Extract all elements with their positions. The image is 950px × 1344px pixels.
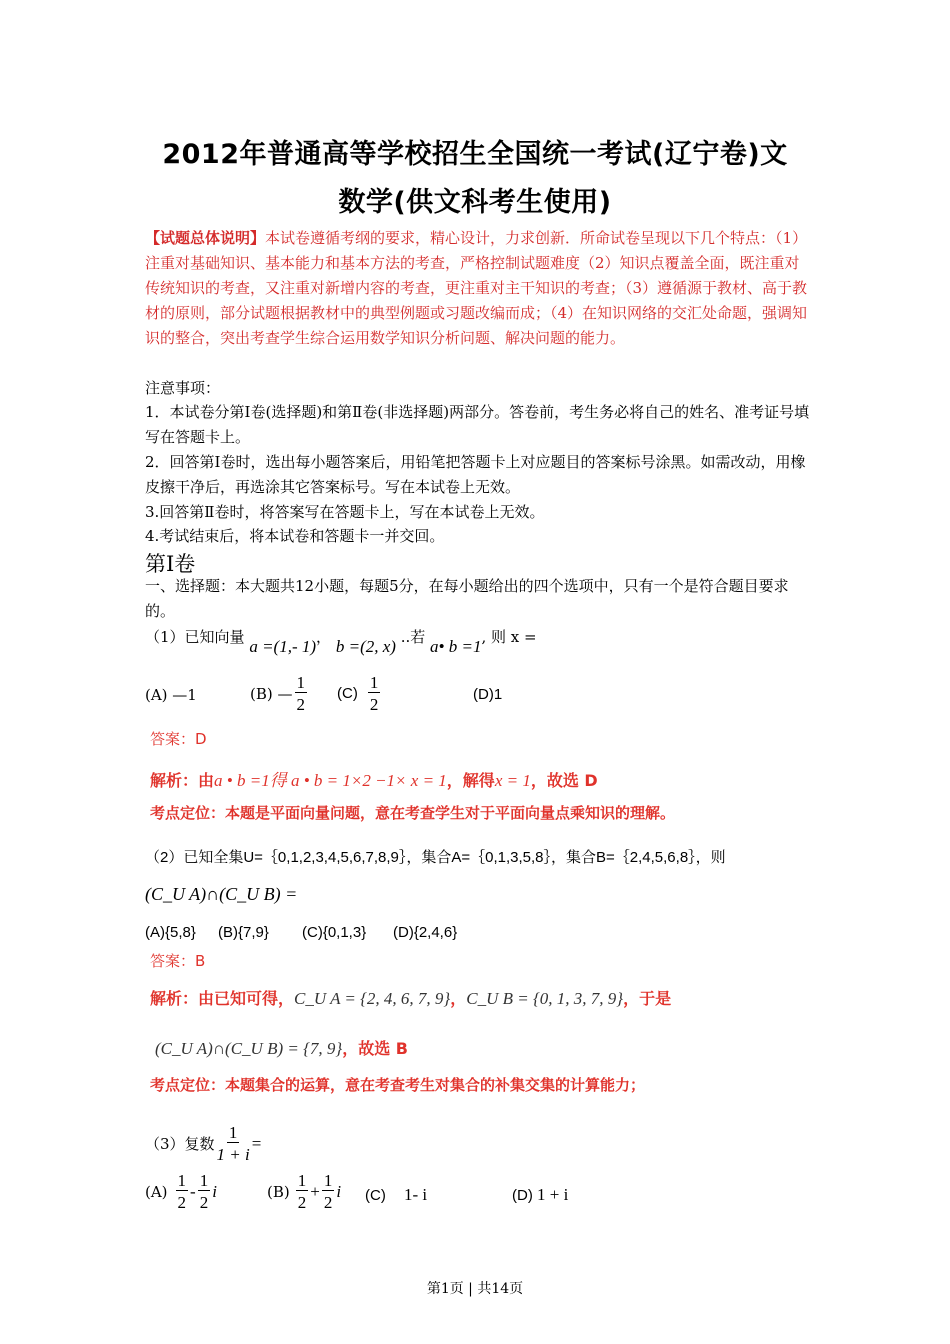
q2-result-tail: ，故选 B: [342, 1039, 408, 1058]
q2-point: [150, 1074, 645, 1095]
q1-option-c: [337, 674, 382, 713]
q1-analysis-label: 解析：由: [150, 771, 215, 790]
frac-denominator: 2: [297, 1193, 307, 1212]
q1-analysis-math: a • b =1得 a • b = 1×2 −1× x = 1: [214, 771, 447, 790]
overview-paragraph: [145, 226, 810, 351]
q2-option-a: (A){5,8}: [145, 924, 196, 941]
q3-b-frac-2: [322, 1172, 335, 1211]
q1-option-d: (D)1: [473, 686, 503, 703]
q2-set1: C_U A = {2, 4, 6, 7, 9}: [294, 989, 451, 1008]
notice-item-1: 1．本试卷分第Ⅰ卷(选择题)和第Ⅱ卷(非选择题)两部分。答卷前，考生务必将自己的姓名、准考证号填写在答题卡上。: [145, 403, 810, 446]
q1-vector-a: a =(1,- 1): [249, 637, 317, 656]
q3-option-d: [512, 1185, 568, 1205]
frac-denominator: 2: [199, 1193, 209, 1212]
frac-denominator: 2: [323, 1193, 333, 1212]
q1-option-c-fraction: [368, 674, 381, 713]
q3-stem-text: （3）复数: [145, 1135, 215, 1153]
q1-analysis-x: x = 1: [494, 771, 531, 790]
frac-denominator: 2: [177, 1193, 187, 1212]
q3-option-d-label: (D): [512, 1187, 533, 1204]
frac-numerator: 1: [369, 673, 379, 692]
q3-option-c-label: (C): [365, 1187, 386, 1204]
section-title: 第Ⅰ卷: [145, 552, 196, 576]
q3-a-frac-1: [176, 1172, 189, 1211]
q3-option-d-value: 1 + i: [537, 1185, 569, 1204]
page-footer: 第1页 | 共14页: [426, 1281, 524, 1297]
frac-numerator: 1: [296, 673, 305, 692]
q3-b-frac-1: [296, 1172, 309, 1211]
q1-point: [150, 802, 675, 823]
frac-numerator: 1: [199, 1171, 209, 1190]
q3-option-c: [365, 1185, 427, 1205]
overview-label: 【试题总体说明】: [145, 229, 266, 247]
q2-point-text: 考点定位：本题集合的运算，意在考查考生对集合的补集交集的计算能力；: [150, 1076, 646, 1094]
q1-condition: a• b =1: [430, 637, 482, 656]
frac-numerator: 1: [323, 1171, 333, 1190]
q1-option-a: (A) —1: [145, 686, 197, 704]
q3-option-b-label: (B): [267, 1182, 290, 1201]
q1-cond-prefix: ..若: [400, 628, 426, 646]
q1-option-b-label: (B) —: [250, 684, 293, 703]
overview-text: 本试卷遵循考纲的要求，精心设计，力求创新．所命试卷呈现以下几个特点：（1）注重对基础知识、基本能力和基本方法的考查，严格控制试题难度（2）知识点覆盖全面，既注重对传统知识的考查，又注重对新增内容的考查，更注重对主干知识的考查；（3）遵循源于教材、高于教材的原则，部分试题根据教材中的典型例题或习题改编而成；（4）在知识网络的交汇处命题，强调知识的整合，突出考查学生综合运用数学知识分析问题、解决问题的能力。: [145, 229, 808, 347]
question-1-stem: [145, 626, 845, 656]
frac-numerator: 1: [228, 1123, 238, 1142]
q3-fraction: [217, 1124, 250, 1163]
notice-item-3: 3.回答第Ⅱ卷时，将答案写在答题卡上，写在本试卷上无效。: [145, 503, 545, 521]
q1-analysis: [150, 766, 598, 791]
q2-analysis-label: 解析：由已知可得，: [150, 989, 295, 1008]
q2-analysis: 解析：由已知可得，C_U A = {2, 4, 6, 7, 9}，C_U B = {0, 1, 3, 7, 9}，于是: [150, 989, 672, 1008]
q2-option-d: (D){2,4,6}: [393, 924, 458, 941]
notice-item-4: 4.考试结束后，将本试卷和答题卡一并交回。: [145, 527, 445, 545]
part1-intro: 一、选择题：本大题共12小题，每题5分，在每小题给出的四个选项中，只有一个是符合题目要求的。: [145, 577, 789, 620]
q1-analysis-end: ，故选 D: [530, 771, 598, 790]
q1-vector-b: b =(2, x): [335, 637, 396, 656]
q1-separator: ，: [316, 628, 332, 646]
q2-option-c: (C){0,1,3}: [302, 924, 367, 941]
q3-b-plus: +: [310, 1181, 320, 1201]
page-title-line2: 数学(供文科考生使用): [338, 187, 612, 218]
q3-option-b: [267, 1172, 341, 1211]
q1-option-b: [250, 674, 309, 713]
frac-numerator: 1: [297, 1171, 307, 1190]
q3-b-i: i: [336, 1181, 342, 1201]
q1-analysis-mid: ，解得: [446, 771, 495, 790]
q2-set2: C_U B = {0, 1, 3, 7, 9}: [466, 989, 624, 1008]
q2-analysis-tail: ，于是: [623, 989, 672, 1008]
question-3-stem: [145, 1124, 261, 1163]
notice-item-2: 2．回答第Ⅰ卷时，选出每小题答案后，用铅笔把答题卡上对应题目的答案标号涂黑。如需改动，用橡皮擦干净后，再选涂其它答案标号。写在本试卷上无效。: [145, 453, 806, 496]
q3-option-a: [145, 1172, 217, 1211]
q1-option-b-fraction: [295, 674, 308, 713]
frac-denominator: 2: [369, 695, 379, 714]
question-2-stem: （2）已知全集U=｛0,1,2,3,4,5,6,7,8,9｝，集合A=｛0,1,3,5,8｝，集合B=｛2,4,5,6,8｝，则: [145, 849, 726, 866]
q1-point-text: 考点定位：本题是平面向量问题，意在考查学生对于平面向量点乘知识的理解。: [150, 804, 676, 822]
q1-suffix: , 则 x =: [481, 628, 537, 646]
q2-expression: (C_U A)∩(C_U B) =: [145, 884, 298, 904]
q2-result: [155, 1036, 408, 1059]
frac-numerator: 1: [177, 1171, 187, 1190]
q3-a-minus: -: [190, 1181, 196, 1201]
q1-prefix: （1）已知向量: [145, 628, 245, 646]
frac-denominator: 1 + i: [216, 1145, 250, 1164]
page-title-line1: 2012年普通高等学校招生全国统一考试(辽宁卷)文: [162, 139, 788, 170]
q3-option-a-label: (A): [145, 1182, 168, 1201]
frac-denominator: 2: [296, 695, 305, 714]
notice-heading: 注意事项：: [145, 379, 221, 397]
q2-answer: 答案：B: [150, 952, 206, 970]
q2-option-b: (B){7,9}: [218, 924, 269, 941]
q3-equals: =: [251, 1133, 262, 1153]
q3-a-i: i: [212, 1181, 217, 1201]
q2-result-math: (C_U A)∩(C_U B) = {7, 9}: [155, 1039, 343, 1058]
q1-answer: 答案：D: [150, 730, 207, 748]
q1-option-c-label: (C): [337, 685, 358, 702]
q3-a-frac-2: [198, 1172, 211, 1211]
q3-option-c-value: 1- i: [404, 1185, 428, 1204]
